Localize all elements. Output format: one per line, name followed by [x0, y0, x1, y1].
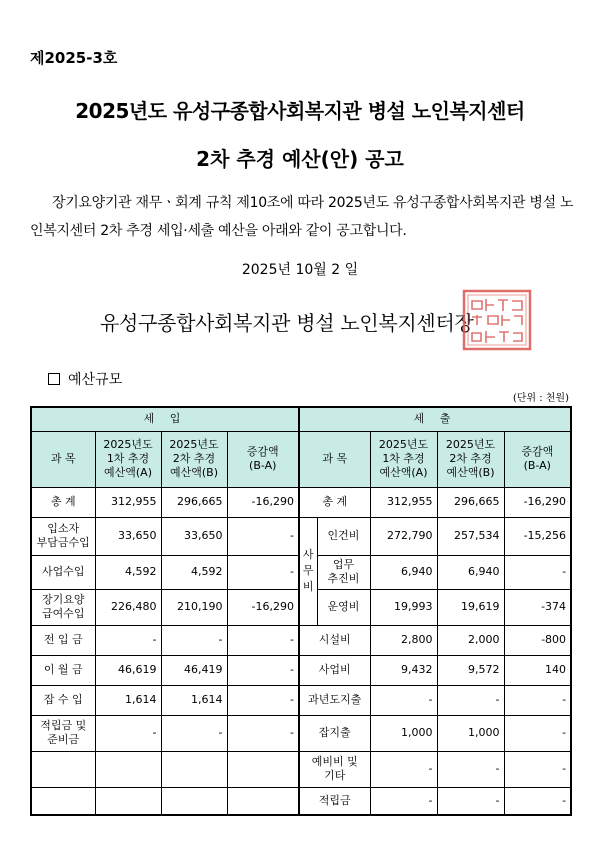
expense-diff-value: -16,290 — [504, 487, 571, 517]
income-subject: 사업수입 — [31, 555, 95, 589]
expense-diff-value: - — [504, 685, 571, 715]
expense-second-value: - — [437, 751, 504, 787]
expense-diff-value: 140 — [504, 655, 571, 685]
income-first-value: 312,955 — [95, 487, 161, 517]
expense-first-value: - — [370, 751, 437, 787]
income-subject: 이 월 금 — [31, 655, 95, 685]
income-first-value-empty — [95, 787, 161, 815]
expense-subject: 과년도지출 — [299, 685, 370, 715]
section-title: 예산규모 — [68, 372, 123, 388]
income-diff-value-empty — [227, 787, 299, 815]
income-second-value: 46,419 — [161, 655, 227, 685]
expense-subject: 적립금 — [299, 787, 370, 815]
income-second-value: - — [161, 715, 227, 751]
income-diff-value: - — [227, 555, 299, 589]
unit-label: (단위 : 천원) — [512, 393, 569, 404]
expense-first-value: 1,000 — [370, 715, 437, 751]
table-row — [31, 685, 571, 715]
expense-subject: 총 계 — [299, 487, 370, 517]
income-subject: 전 입 금 — [31, 625, 95, 655]
expense-group-label: 사 무 비 — [299, 517, 317, 625]
expense-subject: 잡지출 — [299, 715, 370, 751]
expense-second-value: 296,665 — [437, 487, 504, 517]
income-second-value: 33,650 — [161, 517, 227, 555]
table-row — [31, 715, 571, 751]
income-diff-value: - — [227, 625, 299, 655]
income-second-value: 296,665 — [161, 487, 227, 517]
expense-diff-value: -800 — [504, 625, 571, 655]
title-line-1: 2025년도 유성구종합사회복지관 병설 노인복지센터 — [75, 99, 525, 123]
expense-subject: 시설비 — [299, 625, 370, 655]
table-row-total — [31, 487, 571, 517]
expense-second-value: 257,534 — [437, 517, 504, 555]
income-second-value: 4,592 — [161, 555, 227, 589]
table-row — [31, 655, 571, 685]
announcement-body: 장기요양기관 재무ㆍ회계 규칙 제10조에 따라 2025년도 유성구종합사회복지관 병설 노인복지센터 2차 추경 세입·세출 예산을 아래와 같이 공고합니다. — [30, 195, 574, 239]
income-diff-value: -16,290 — [227, 589, 299, 625]
expense-subject: 업무 추진비 — [317, 555, 370, 589]
income-diff-header: 증감액 (B-A) — [227, 431, 299, 487]
expense-diff-value: -15,256 — [504, 517, 571, 555]
income-subject: 장기요양 급여수입 — [31, 589, 95, 625]
expense-diff-header: 증감액 (B-A) — [504, 431, 571, 487]
expense-second-value: - — [437, 787, 504, 815]
expense-first-value: 9,432 — [370, 655, 437, 685]
announcement-date: 2025년 10월 2 일 — [241, 262, 359, 278]
expense-second-value: 19,619 — [437, 589, 504, 625]
income-second-value: 1,614 — [161, 685, 227, 715]
expense-second-value: 6,940 — [437, 555, 504, 589]
income-second-value: - — [161, 625, 227, 655]
income-first-value: - — [95, 715, 161, 751]
expense-subject: 예비비 및 기타 — [299, 751, 370, 787]
income-subject-empty — [31, 787, 95, 815]
income-first-value: 46,619 — [95, 655, 161, 685]
income-diff-value: - — [227, 715, 299, 751]
income-first-value: 226,480 — [95, 589, 161, 625]
expense-second-value: 9,572 — [437, 655, 504, 685]
expense-second-value: 2,000 — [437, 625, 504, 655]
title-line-2: 2차 추경 예산(안) 공고 — [196, 147, 404, 171]
expense-diff-value: - — [504, 715, 571, 751]
expense-second-value: - — [437, 685, 504, 715]
income-second-header: 2025년도 2차 추경 예산액(B) — [161, 431, 227, 487]
income-subject: 잡 수 입 — [31, 685, 95, 715]
issuer-name: 유성구종합사회복지관 병설 노인복지센터장 — [100, 311, 474, 335]
income-header: 세 입 — [31, 407, 299, 431]
expense-first-value: 19,993 — [370, 589, 437, 625]
expense-first-value: 6,940 — [370, 555, 437, 589]
expense-diff-value: -374 — [504, 589, 571, 625]
official-seal-icon — [462, 289, 532, 351]
expense-first-value: 312,955 — [370, 487, 437, 517]
income-first-value: 4,592 — [95, 555, 161, 589]
expense-first-value: - — [370, 685, 437, 715]
expense-first-header: 2025년도 1차 추경 예산액(A) — [370, 431, 437, 487]
expense-diff-value: - — [504, 787, 571, 815]
table-row — [31, 517, 571, 555]
income-subject-header: 과 목 — [31, 431, 95, 487]
expense-subject-header: 과 목 — [299, 431, 370, 487]
income-diff-value: - — [227, 517, 299, 555]
checkbox-square-icon — [48, 373, 60, 385]
expense-subject: 인건비 — [317, 517, 370, 555]
income-second-value-empty — [161, 751, 227, 787]
expense-first-value: 2,800 — [370, 625, 437, 655]
document-number: 제2025-3호 — [30, 49, 118, 67]
income-subject: 적립금 및 준비금 — [31, 715, 95, 751]
expense-header: 세 출 — [299, 407, 571, 431]
expense-first-value: - — [370, 787, 437, 815]
budget-table — [30, 406, 572, 816]
expense-diff-value: - — [504, 555, 571, 589]
income-diff-value-empty — [227, 751, 299, 787]
income-first-header: 2025년도 1차 추경 예산액(A) — [95, 431, 161, 487]
section-heading — [48, 369, 122, 389]
expense-diff-value: - — [504, 751, 571, 787]
expense-second-value: 1,000 — [437, 715, 504, 751]
income-subject: 입소자 부담금수입 — [31, 517, 95, 555]
expense-subject: 사업비 — [299, 655, 370, 685]
table-row — [31, 787, 571, 815]
income-diff-value: - — [227, 685, 299, 715]
income-diff-value: - — [227, 655, 299, 685]
income-second-value: 210,190 — [161, 589, 227, 625]
income-second-value-empty — [161, 787, 227, 815]
expense-first-value: 272,790 — [370, 517, 437, 555]
income-first-value: 33,650 — [95, 517, 161, 555]
income-subject-empty — [31, 751, 95, 787]
expense-second-header: 2025년도 2차 추경 예산액(B) — [437, 431, 504, 487]
table-row — [31, 751, 571, 787]
table-row — [31, 625, 571, 655]
income-first-value: 1,614 — [95, 685, 161, 715]
expense-subject: 운영비 — [317, 589, 370, 625]
income-subject: 총 계 — [31, 487, 95, 517]
income-first-value-empty — [95, 751, 161, 787]
income-first-value: - — [95, 625, 161, 655]
income-diff-value: -16,290 — [227, 487, 299, 517]
